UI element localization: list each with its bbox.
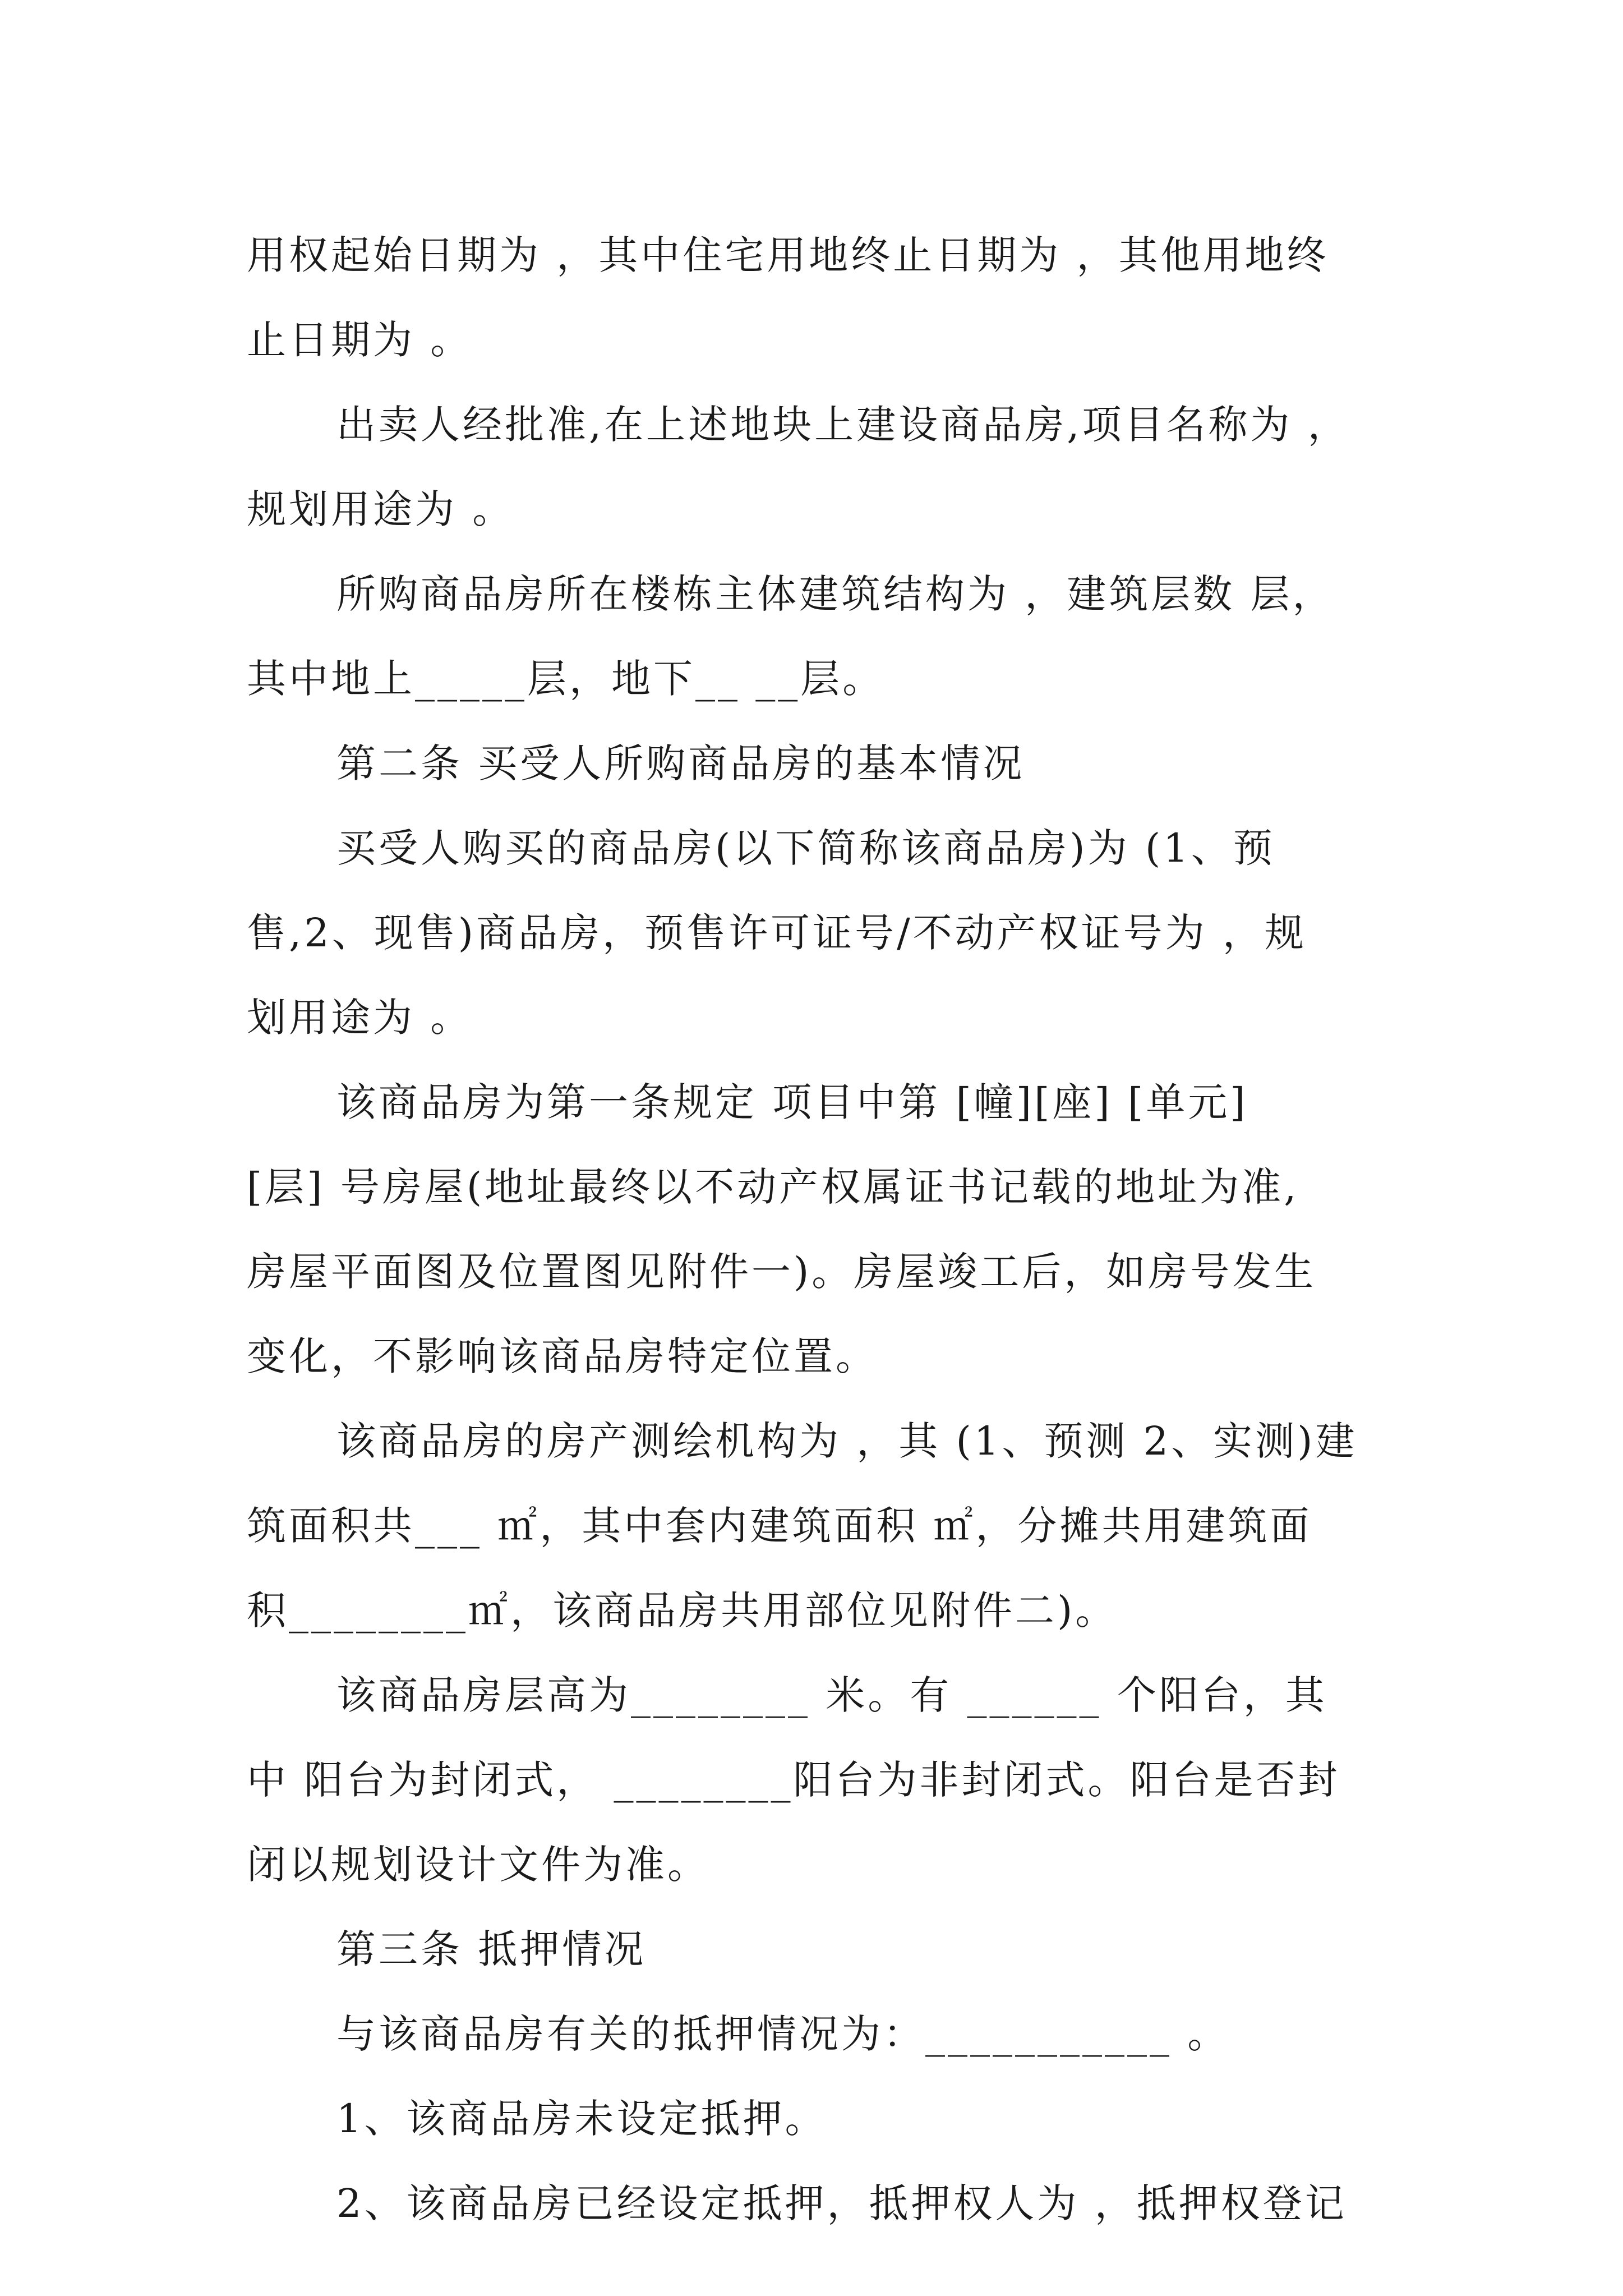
text-line: 积________㎡，该商品房共用部位见附件二)。	[247, 1588, 1118, 1634]
text-line: [层] 号房屋(地址最终以不动产权属证书记载的地址为准,	[247, 1164, 1299, 1210]
text-line: 该商品房层高为________ 米。有 ______ 个阳台，其	[336, 1672, 1327, 1718]
text-line: 1、该商品房未设定抵押。	[336, 2096, 827, 2142]
text-line: 闭以规划设计文件为准。	[247, 1842, 709, 1888]
section-heading: 第三条 抵押情况	[336, 1926, 647, 1972]
text-line: 该商品房为第一条规定 项目中第 [幢][座] [单元]	[336, 1079, 1248, 1125]
text-line: 2、该商品房已经设定抵押，抵押权人为 ，抵押权登记	[336, 2180, 1347, 2226]
text-line: 划用途为 。	[247, 995, 473, 1041]
text-line: 房屋平面图及位置图见附件一)。房屋竣工后，如房号发生	[247, 1249, 1317, 1295]
text-line: 该商品房的房产测绘机构为 ，其 (1、预测 2、实测)建	[336, 1418, 1358, 1464]
text-line: 筑面积共___ ㎡，其中套内建筑面积 ㎡，分摊共用建筑面	[247, 1503, 1312, 1549]
text-line: 规划用途为 。	[247, 486, 515, 532]
text-line: 与该商品房有关的抵押情况为：___________ 。	[336, 2011, 1230, 2057]
text-line: 出卖人经批准,在上述地块上建设商品房,项目名称为 ，	[336, 402, 1350, 448]
text-line: 用权起始日期为 ，其中住宅用地终止日期为 ，其他用地终	[247, 232, 1329, 278]
text-line: 所购商品房所在楼栋主体建筑结构为 ，建筑层数 层，	[336, 571, 1335, 617]
text-line: 中 阳台为封闭式， ________阳台为非封闭式。阳台是否封	[247, 1757, 1340, 1803]
text-line: 买受人购买的商品房(以下简称该商品房)为 (1、预	[336, 825, 1275, 871]
document-body	[247, 213, 1402, 2246]
text-line: 变化，不影响该商品房特定位置。	[247, 1333, 878, 1379]
text-line: 售,2、现售)商品房，预售许可证号/不动产权证号为 ，规	[247, 910, 1307, 956]
section-heading: 第二条 买受人所购商品房的基本情况	[336, 740, 1025, 786]
text-line: 止日期为 。	[247, 317, 473, 363]
text-line: 其中地上_____层，地下__ __层。	[247, 656, 885, 702]
